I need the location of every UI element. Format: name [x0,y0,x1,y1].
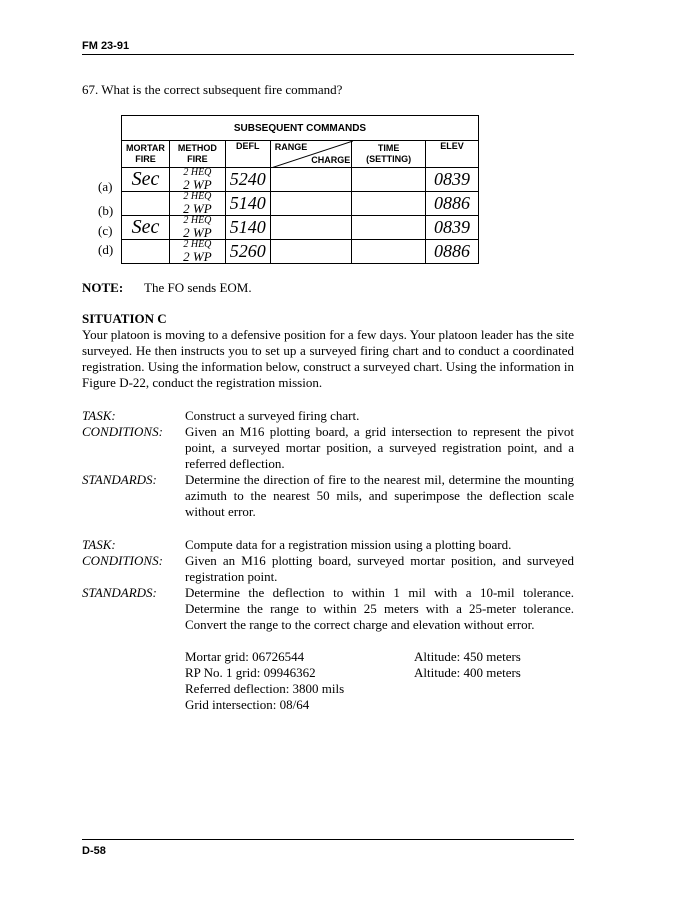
rp-grid: RP No. 1 grid: 09946362 [185,665,316,680]
row-d-defl: 5260 [225,240,270,264]
row-a-defl: 5240 [225,168,270,192]
grid-intersection: Grid intersection: 08/64 [185,697,310,712]
conditions-text: Given an M16 plotting board, surveyed mortar position, and surveyed registration point. [185,553,574,584]
referred-deflection: Referred deflection: 3800 mils [185,681,345,696]
row-label-b: (b) [98,203,114,218]
situation-paragraph: Your platoon is moving to a defensive position for a few days. Your platoon leader has the site surveyed. He then instructs you to set up a surveyed firing chart and to conduct a coordinated registration. Using the information below, construct a surveyed chart. Using the information in Figure D-22, conduct the registration mission. [82,327,574,390]
col-defl: DEFL [225,141,270,168]
note-text: The FO sends EOM. [144,280,252,295]
row-label-c: (c) [98,223,113,238]
row-label-a: (a) [98,179,113,194]
row-b-mortar [122,192,170,216]
row-c-mortar: Sec [122,216,170,240]
subsequent-commands-table [121,115,479,264]
table-row [122,168,479,192]
conditions-label: CONDITIONS: [82,553,163,568]
footer-rule [82,839,574,840]
row-b-method: 2 HEQ 2 WP [169,192,225,216]
col-elev: ELEV [426,141,479,168]
task-text: Compute data for a registration mission using a plotting board. [185,537,512,552]
row-b-elev: 0886 [426,192,479,216]
standards-text: Determine the direction of fire to the nearest mil, determine the mounting azimuth to the nearest 50 mils, and superimpose the deflection scale without error. [185,472,574,519]
table-row [122,192,479,216]
row-d-method: 2 HEQ 2 WP [169,240,225,264]
question-text: 67. What is the correct subsequent fire command? [82,82,343,97]
table-row [122,216,479,240]
table-row [122,240,479,264]
col-range-charge [270,141,351,168]
task-text: Construct a surveyed firing chart. [185,408,360,423]
situation-heading: SITUATION C [82,311,167,326]
row-d-time [352,240,426,264]
page-number: D-58 [82,845,106,857]
rp-altitude: Altitude: 400 meters [414,665,521,680]
conditions-label: CONDITIONS: [82,424,163,439]
mortar-grid: Mortar grid: 06726544 [185,649,305,664]
row-a-time [352,168,426,192]
row-d-mortar [122,240,170,264]
header-rule [82,54,574,55]
standards-label: STANDARDS: [82,472,157,487]
row-b-time [352,192,426,216]
task-label: TASK: [82,408,116,423]
mortar-altitude: Altitude: 450 meters [414,649,521,664]
col-charge: CHARGE [311,155,351,165]
row-a-method: 2 HEQ 2 WP [169,168,225,192]
row-label-d: (d) [98,242,114,257]
conditions-text: Given an M16 plotting board, a grid intersection to represent the pivot point, a surveyed mortar position, a surveyed registration point, and a referred deflection. [185,424,574,471]
row-b-defl: 5140 [225,192,270,216]
note-label: NOTE: [82,280,124,295]
row-d-range [270,240,351,264]
row-b-range [270,192,351,216]
col-time-setting: TIME (SETTING) [352,141,426,168]
col-range: RANGE [274,142,308,152]
row-c-time [352,216,426,240]
row-c-defl: 5140 [225,216,270,240]
row-a-mortar: Sec [122,168,170,192]
row-a-elev: 0839 [426,168,479,192]
standards-label: STANDARDS: [82,585,157,600]
manual-number: FM 23-91 [82,40,130,52]
row-c-elev: 0839 [426,216,479,240]
table-title: SUBSEQUENT COMMANDS [122,116,479,141]
row-c-method: 2 HEQ 2 WP [169,216,225,240]
row-c-range [270,216,351,240]
row-a-range [270,168,351,192]
col-mortar-fire: MORTAR FIRE [122,141,170,168]
row-d-elev: 0886 [426,240,479,264]
task-label: TASK: [82,537,116,552]
standards-text: Determine the deflection to within 1 mil with a 10-mil tolerance. Determine the range to within 25 meters with a 25-meter tolerance. Convert the range to the correct charge and elevation without error. [185,585,574,632]
col-method-fire: METHOD FIRE [169,141,225,168]
